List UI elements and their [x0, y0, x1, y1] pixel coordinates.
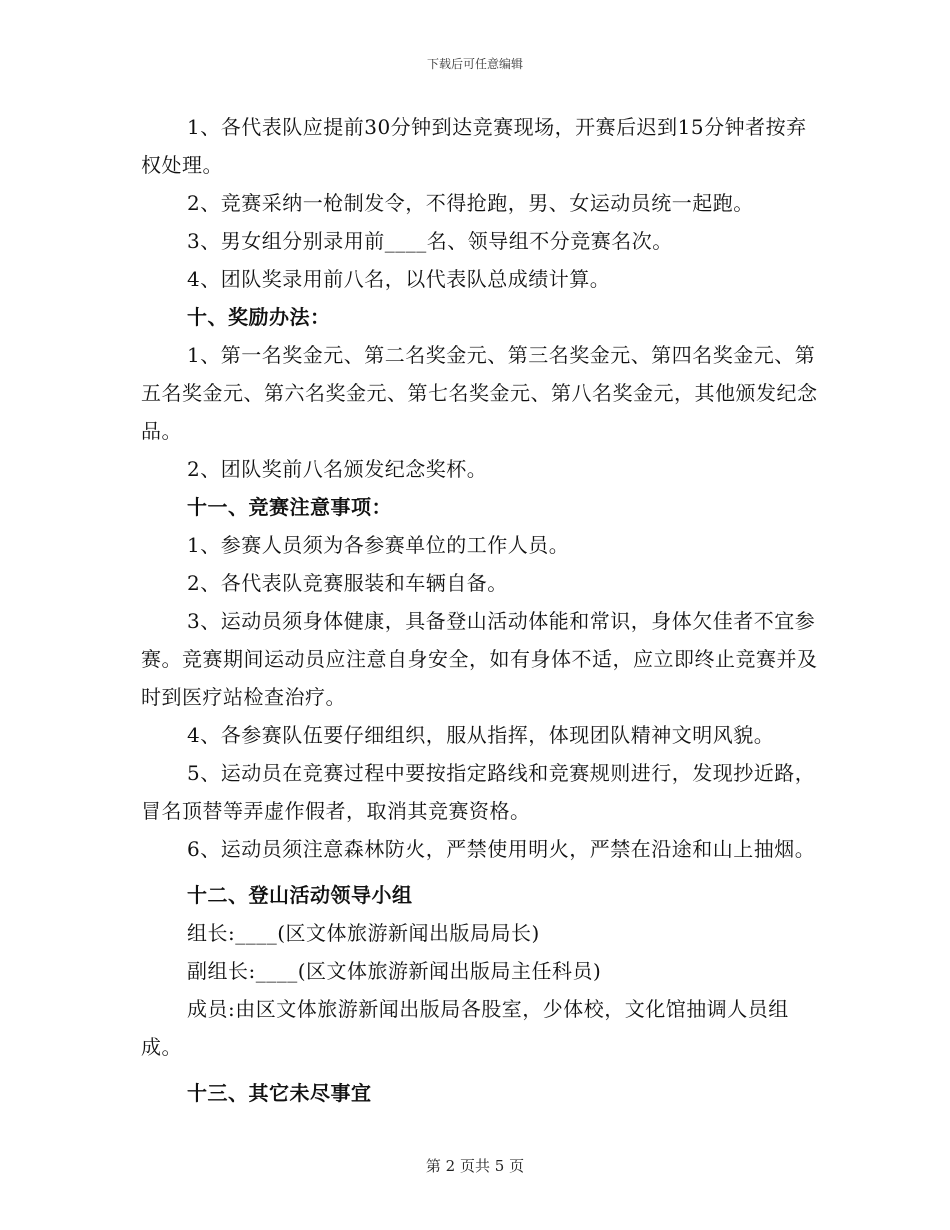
- rule-start: 2、竞赛采纳一枪制发令，不得抢跑，男、女运动员统一起跑。: [187, 191, 754, 215]
- reward-team: 2、团队奖前八名颁发纪念奖杯。: [187, 457, 488, 481]
- leader-head: 组长:____(区文体旅游新闻出版局局长): [187, 921, 540, 945]
- note-equipment: 2、各代表队竞赛服装和车辆自备。: [187, 571, 508, 595]
- note-route: 5、运动员在竞赛过程中要按指定路线和竞赛规则进行，发现抄近路，冒名顶替等弄虚作假者，取消其竞赛资格。: [141, 761, 816, 823]
- section-heading-other: 十三、其它未尽事宜: [187, 1081, 372, 1105]
- leader-members: 成员:由区文体旅游新闻出版局各股室，少体校，文化馆抽调人员组成。: [141, 997, 789, 1059]
- rule-team-award: 4、团队奖录用前八名，以代表队总成绩计算。: [187, 267, 611, 291]
- page-footer: 第 2 页共 5 页: [425, 1157, 525, 1175]
- note-health: 3、运动员须身体健康，具备登山活动体能和常识，身体欠佳者不宜参赛。竞赛期间运动员应注意自身安全，如有身体不适，应立即终止竞赛并及时到医疗站检查治疗。: [141, 609, 818, 709]
- section-heading-leadership: 十二、登山活动领导小组: [187, 883, 413, 907]
- section-heading-notes: 十一、竞赛注意事项：: [187, 495, 392, 519]
- note-eligibility: 1、参赛人员须为各参赛单位的工作人员。: [187, 533, 570, 557]
- document-body: [141, 108, 821, 1112]
- note-fire: 6、运动员须注意森林防火，严禁使用明火，严禁在沿途和山上抽烟。: [187, 837, 816, 861]
- rule-ranking: 3、男女组分别录用前____名、领导组不分竞赛名次。: [187, 229, 673, 253]
- reward-individual: 1、第一名奖金元、第二名奖金元、第三名奖金元、第四名奖金元、第五名奖金元、第六名奖金元、第七名奖金元、第八名奖金元，其他颁发纪念品。: [141, 343, 818, 443]
- note-organization: 4、各参赛队伍要仔细组织，服从指挥，体现团队精神文明风貌。: [187, 723, 775, 747]
- rule-arrival: 1、各代表队应提前30分钟到达竞赛现场，开赛后迟到15分钟者按弃权处理。: [141, 115, 807, 177]
- section-heading-rewards: 十、奖励办法：: [187, 305, 331, 329]
- page-header: 下载后可任意编辑: [426, 57, 523, 71]
- leader-deputy: 副组长:____(区文体旅游新闻出版局主任科员): [187, 959, 602, 983]
